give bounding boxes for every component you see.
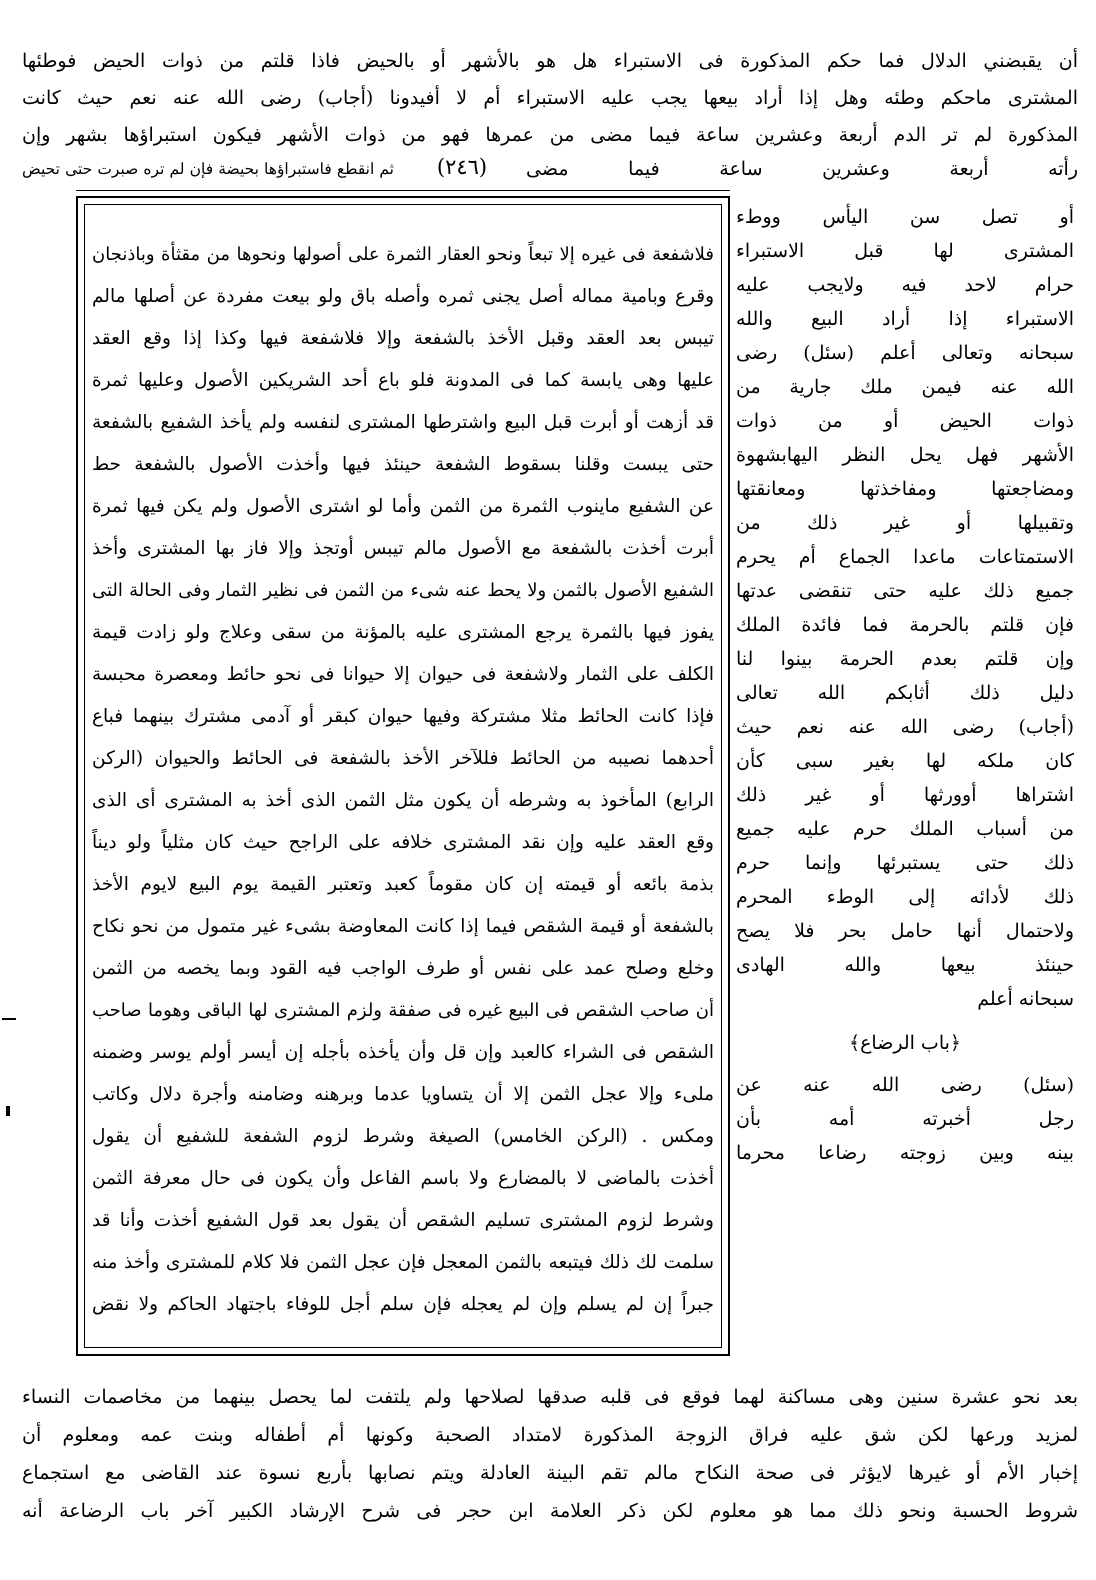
box-line: وقرع وبامية مماله أصل يجنى ثمره وأصله باق ولو بيعت مفردة عن أصلها مالم <box>92 286 714 307</box>
side-line: ذلك لأدائه إلى الوطء المحرم <box>736 886 1074 908</box>
side-line: (سئل) رضى الله عنه عن <box>736 1074 1074 1096</box>
box-line: أحدهما نصيبه من الحائط فللآخر الأخذ بالشفعة فى الحائط والحيوان (الركن <box>92 748 714 769</box>
margin-mark <box>2 1018 16 1020</box>
box-line: عليها وهى يابسة كما فى المدونة فلو باع أحد الشريكين الأصول وعليها ثمرة <box>92 370 714 391</box>
box-line: الكلف على الثمار ولاشفعة فى حيوان إلا حيوانا فى نحو حائط ومعصرة محبسة <box>92 664 714 685</box>
side-line: المشترى لها قبل الاستبراء <box>736 240 1074 262</box>
top-text-line-1: أن يقبضني الدلال فما حكم المذكورة فى الاستبراء هل هو بالأشهر أو بالحيض فاذا قلتم من ذوات الحيض فوطئها <box>22 50 1078 72</box>
box-line: جبراً إن لم يسلم وإن لم يعجله فإن سلم أجل للوفاء باجتهاد الحاكم ولا نقض <box>92 1294 714 1315</box>
box-line: ملىء وإلا عجل الثمن إلا أن يتساويا عدما وبرهنه وضامنه وأجرة دلال وكاتب <box>92 1084 714 1105</box>
side-line: وإن قلتم بعدم الحرمة بينوا لنا <box>736 648 1074 670</box>
bottom-text-line-1: بعد نحو عشرة سنين وهى مساكنة لهما فوقع فى قلبه صدقها لصلاحها ولم يلتفت لما يحصل بينهما من مخاصمات النساء <box>22 1386 1078 1408</box>
box-line: أن صاحب الشقص فى البيع غيره فى صفقة ولزم المشترى لها الباقى وهوما صاحب <box>92 1000 714 1021</box>
page-number: (٢٤٦) <box>436 155 488 179</box>
box-line: الشفيع الأصول بالثمن ولا يحط عنه شىء من الثمن فى نظير الثمار وفى الحالة التى <box>92 580 714 601</box>
top-text-line-2: المشترى ماحكم وطئه وهل إذا أراد بيعها يجب عليه الاستبراء أم لا أفيدونا (أجاب) رضى الله عنه نعم حيث كانت <box>22 87 1078 109</box>
side-line: حينئذ بيعها والله الهادى <box>736 954 1074 976</box>
box-line: قد أزهت أو أبرت قبل البيع واشترطها المشترى لنفسه ولم يأخذ الشفيع بالشفعة <box>92 412 714 433</box>
side-line: ذوات الحيض أو من ذوات <box>736 410 1074 432</box>
side-line: جميع ذلك عليه حتى تنقضى عدتها <box>736 580 1074 602</box>
frame-top-rule <box>76 190 730 191</box>
side-line: ذلك حتى يستبرئها وإنما حرم <box>736 852 1074 874</box>
side-line: الاستمتاعات ماعدا الجماع أم يحرم <box>736 546 1074 568</box>
top-text-line-4b: ثم انقطع فاستبراؤها بحيضة فإن لم تره صبرت حتى تحيض <box>22 160 394 178</box>
side-line: سبحانه أعلم <box>977 988 1074 1010</box>
top-text-line-3: المذكورة لم تر الدم أربعة وعشرين ساعة فيما مضى من عمرها فهو من ذوات الأشهر فيكون استبراؤها بشهر وإن <box>22 124 1078 146</box>
box-line: سلمت لك ذلك فيتبعه بالثمن المعجل فإن عجل الثمن فلا كلام للمشترى وأخذ منه <box>92 1252 714 1273</box>
side-line: الأشهر فهل يحل النظر اليهابشهوة <box>736 444 1074 466</box>
box-line: عن الشفيع ماينوب الثمرة من الثمن وأما لو اشترى الأصول ولم يكن فيها ثمرة <box>92 496 714 517</box>
side-line: دليل ذلك أثابكم الله تعالى <box>736 682 1074 704</box>
box-line: حتى يبست وقلنا بسقوط الشفعة حينئذ فيها وأخذت الأصول بالشفعة حط <box>92 454 714 475</box>
box-line: وقع العقد عليه وإن نقد المشترى خلافه على الراجح حيث كان مثلياً ولو ديناً <box>92 832 714 853</box>
box-line: فلاشفعة فى غيره إلا تبعاً ونحو العقار الثمرة على أصولها ونحوها من مقثأة وباذنجان <box>92 244 714 265</box>
box-line: تيبس بعد العقد وقبل الأخذ بالشفعة وإلا فلاشفعة فيها وكذا إذا وقع العقد <box>92 328 714 349</box>
box-line: وشرط لزوم المشترى تسليم الشقص أن يقول بعد قول الشفيع أخذت وأنا قد <box>92 1210 714 1231</box>
side-line: فإن قلتم بالحرمة فما فائدة الملك <box>736 614 1074 636</box>
side-line: بينه وبين زوجته رضاعا محرما <box>736 1142 1074 1164</box>
section-heading-bab-al-radaa: ﴿باب الرضاع﴾ <box>848 1032 962 1054</box>
bottom-text-line-3: إخبار الأم أو غيرها لايؤثر فى صحة النكاح مالم تقم البينة العادلة ويتم نصابها بأربع نسوة عند القاضى مع استجماع <box>22 1462 1078 1484</box>
box-line: فإذا كانت الحائط مثلا مشتركة وفيها حيوان كبقر أو آدمى مشترك بينهما فباع <box>92 706 714 727</box>
side-line: من أسباب الملك حرم عليه جميع <box>736 818 1074 840</box>
box-line: الشقص فى الشراء كالعبد وإن قل وأن يأخذه بأجله إن أيسر أولم يوسر وضمنه <box>92 1042 714 1063</box>
box-line: بالشفعة أو قيمة الشقص فيما إذا كانت المعاوضة بشىء غير متمول من نحو نكاح <box>92 916 714 937</box>
side-line: ومضاجعتها ومفاخذتها ومعانقتها <box>736 478 1074 500</box>
side-line: الاستبراء إذا أراد البيع والله <box>736 308 1074 330</box>
box-line: أبرت أخذت بالشفعة مع الأصول مالم تيبس أوتجذ وإلا فاز بها المشترى وأخذ <box>92 538 714 559</box>
side-line: سبحانه وتعالى أعلم (سئل) رضى <box>736 342 1074 364</box>
side-line: (أجاب) رضى الله عنه نعم حيث <box>736 716 1074 738</box>
margin-mark <box>6 1106 10 1116</box>
box-line: بذمة بائعه أو قيمته إن كان مقوماً كعبد وتعتبر القيمة يوم البيع لايوم الأخذ <box>92 874 714 895</box>
side-line: رجل أخبرته أمه بأن <box>736 1108 1074 1130</box>
side-line: الله عنه فيمن ملك جارية من <box>736 376 1074 398</box>
top-text-line-4a: رأته أربعة وعشرين ساعة فيما مضى <box>526 158 1078 180</box>
box-line: يفوز فيها بالثمرة يرجع المشترى عليه بالمؤنة من سقى وعلاج ولو زادت قيمة <box>92 622 714 643</box>
bottom-text-line-4: شروط الحسبة ونحو ذلك مما هو معلوم لكن ذكر العلامة ابن حجر فى شرح الإرشاد الكبير آخر باب الرضاعة أنه <box>22 1500 1078 1522</box>
side-line: كان ملكه لها بغير سبى كأن <box>736 750 1074 772</box>
box-line: الرابع) المأخوذ به وشرطه أن يكون مثل الثمن الذى أخذ به المشترى أى الذى <box>92 790 714 811</box>
box-line: ومكس . (الركن الخامس) الصيغة وشرط لزوم الشفعة للشفيع أن يقول <box>92 1126 714 1147</box>
side-line: وتقبيلها أو غير ذلك من <box>736 512 1074 534</box>
box-line: أخذت بالماضى لا بالمضارع ولا باسم الفاعل وأن يكون فى حال معرفة الثمن <box>92 1168 714 1189</box>
side-line: حرام لاحد فيه ولايجب عليه <box>736 274 1074 296</box>
box-line: وخلع وصلح عمد على نفس أو طرف الواجب فيه القود وبما يخصه من الثمن <box>92 958 714 979</box>
bottom-text-line-2: لمزيد ورعها لكن شق عليه فراق الزوجة المذكورة لامتداد الصحبة وكونها أم أطفاله وبنت عمه ومعلوم أن <box>22 1424 1078 1446</box>
side-line: أو تصل سن اليأس ووطء <box>736 206 1074 228</box>
side-line: ولاحتمال أنها حامل بحر فلا يصح <box>736 920 1074 942</box>
side-line: اشتراها أوورثها أو غير ذلك <box>736 784 1074 806</box>
